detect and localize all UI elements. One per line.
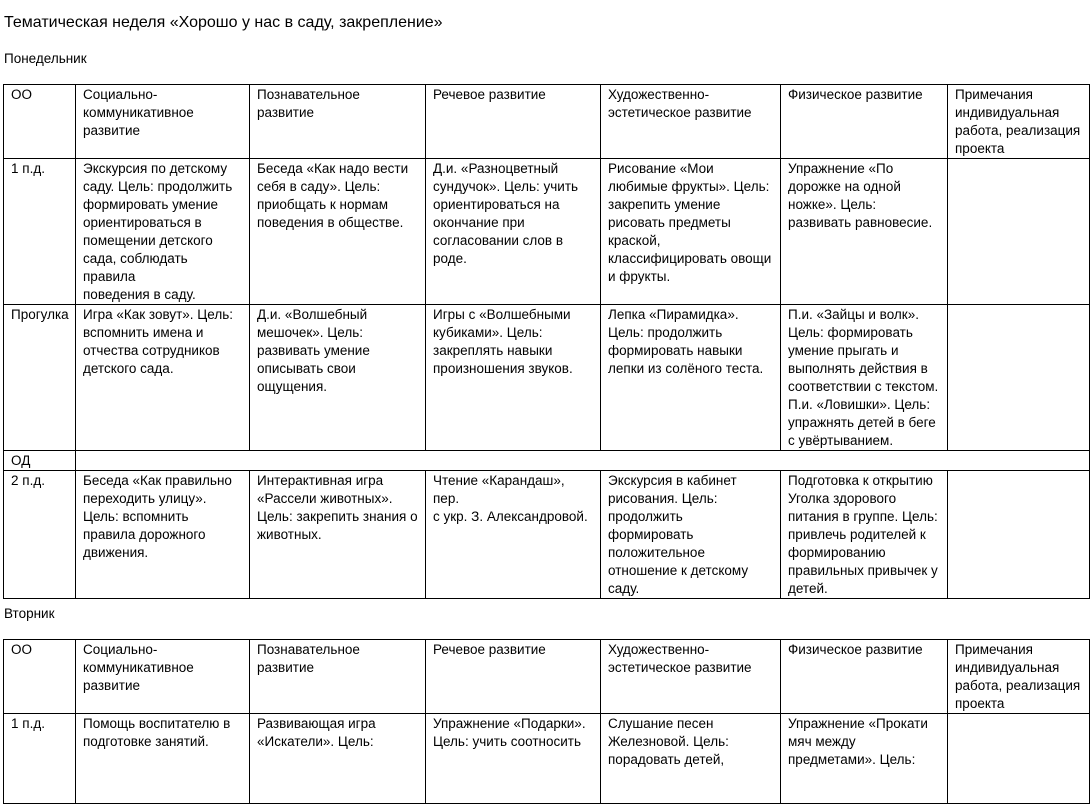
header-cell: Речевое развитие — [426, 640, 601, 714]
od-row — [4, 451, 1090, 471]
header-cell: Познавательное развитие — [250, 85, 426, 159]
table-cell: Упражнение «Подарки». Цель: учить соотносить — [426, 714, 601, 804]
header-cell: Примечания индивидуальная работа, реализация проекта — [948, 85, 1090, 159]
table-cell: 1 п.д. — [4, 714, 76, 804]
day-label-tuesday: Вторник — [4, 606, 55, 621]
table-cell: ОД — [4, 451, 76, 471]
header-cell: ОО — [4, 640, 76, 714]
table-cell: Упражнение «По дорожке на одной ножке». Цель: развивать равновесие. — [781, 159, 948, 305]
document-title: Тематическая неделя «Хорошо у нас в саду, закрепление» — [4, 14, 443, 31]
header-cell: Примечания индивидуальная работа, реализация проекта — [948, 640, 1090, 714]
table-cell: Д.и. «Разноцветный сундучок». Цель: учить ориентироваться на окончание при согласовании слов в роде. — [426, 159, 601, 305]
table-cell: Помощь воспитателю в подготовке занятий. — [76, 714, 250, 804]
table-cell — [948, 471, 1090, 599]
table-cell: Подготовка к открытию Уголка здорового питания в группе. Цель: привлечь родителей к формированию правильных привычек у детей. — [781, 471, 948, 599]
table-row — [4, 714, 1090, 804]
table-cell — [948, 714, 1090, 804]
table-cell: Игра «Как зовут». Цель: вспомнить имена и отчества сотрудников детского сада. — [76, 305, 250, 451]
header-cell: Физическое развитие — [781, 85, 948, 159]
table-cell: Слушание песен Железновой. Цель: порадовать детей, — [601, 714, 781, 804]
header-cell: Физическое развитие — [781, 640, 948, 714]
table-cell: Развивающая игра «Искатели». Цель: — [250, 714, 426, 804]
table-cell: Интерактивная игра «Рассели животных». Цель: закрепить знания о животных. — [250, 471, 426, 599]
table-cell — [948, 305, 1090, 451]
table-cell: Экскурсия в кабинет рисования. Цель: продолжить формировать положительное отношение к детскому саду. — [601, 471, 781, 599]
table-cell: Рисование «Мои любимые фрукты». Цель: закрепить умение рисовать предметы краской, классифицировать овощи и фрукты. — [601, 159, 781, 305]
header-cell: Художественно- эстетическое развитие — [601, 640, 781, 714]
header-cell: Социально- коммуникативное развитие — [76, 85, 250, 159]
monday-table — [3, 84, 1090, 599]
tuesday-table — [3, 639, 1090, 804]
table-cell: Беседа «Как надо вести себя в саду». Цель: приобщать к нормам поведения в обществе. — [250, 159, 426, 305]
table-cell: П.и. «Зайцы и волк». Цель: формировать умение прыгать и выполнять действия в соответствии с текстом. П.и. «Ловишки». Цель: упражнять детей в беге с увёртыванием. — [781, 305, 948, 451]
table-cell: Упражнение «Прокати мяч между предметами». Цель: — [781, 714, 948, 804]
table-cell: Д.и. «Волшебный мешочек». Цель: развивать умение описывать свои ощущения. — [250, 305, 426, 451]
header-cell: Художественно- эстетическое развитие — [601, 85, 781, 159]
header-cell: ОО — [4, 85, 76, 159]
table-header-row — [4, 640, 1090, 714]
table-row — [4, 305, 1090, 451]
header-cell: Познавательное развитие — [250, 640, 426, 714]
table-header-row — [4, 85, 1090, 159]
od-merged-cell — [76, 451, 1090, 471]
table-cell: Чтение «Карандаш», пер. с укр. З. Александровой. — [426, 471, 601, 599]
table-cell: Лепка «Пирамидка». Цель: продолжить формировать навыки лепки из солёного теста. — [601, 305, 781, 451]
table-cell: Прогулка — [4, 305, 76, 451]
table-row — [4, 471, 1090, 599]
table-cell — [948, 159, 1090, 305]
table-cell: 2 п.д. — [4, 471, 76, 599]
table-row — [4, 159, 1090, 305]
table-cell: Экскурсия по детскому саду. Цель: продолжить формировать умение ориентироваться в помещении детского сада, соблюдать правила поведения в саду. — [76, 159, 250, 305]
table-cell: Игры с «Волшебными кубиками». Цель: закреплять навыки произношения звуков. — [426, 305, 601, 451]
day-label-monday: Понедельник — [4, 51, 87, 66]
header-cell: Речевое развитие — [426, 85, 601, 159]
table-cell: 1 п.д. — [4, 159, 76, 305]
header-cell: Социально- коммуникативное развитие — [76, 640, 250, 714]
table-cell: Беседа «Как правильно переходить улицу». Цель: вспомнить правила дорожного движения. — [76, 471, 250, 599]
